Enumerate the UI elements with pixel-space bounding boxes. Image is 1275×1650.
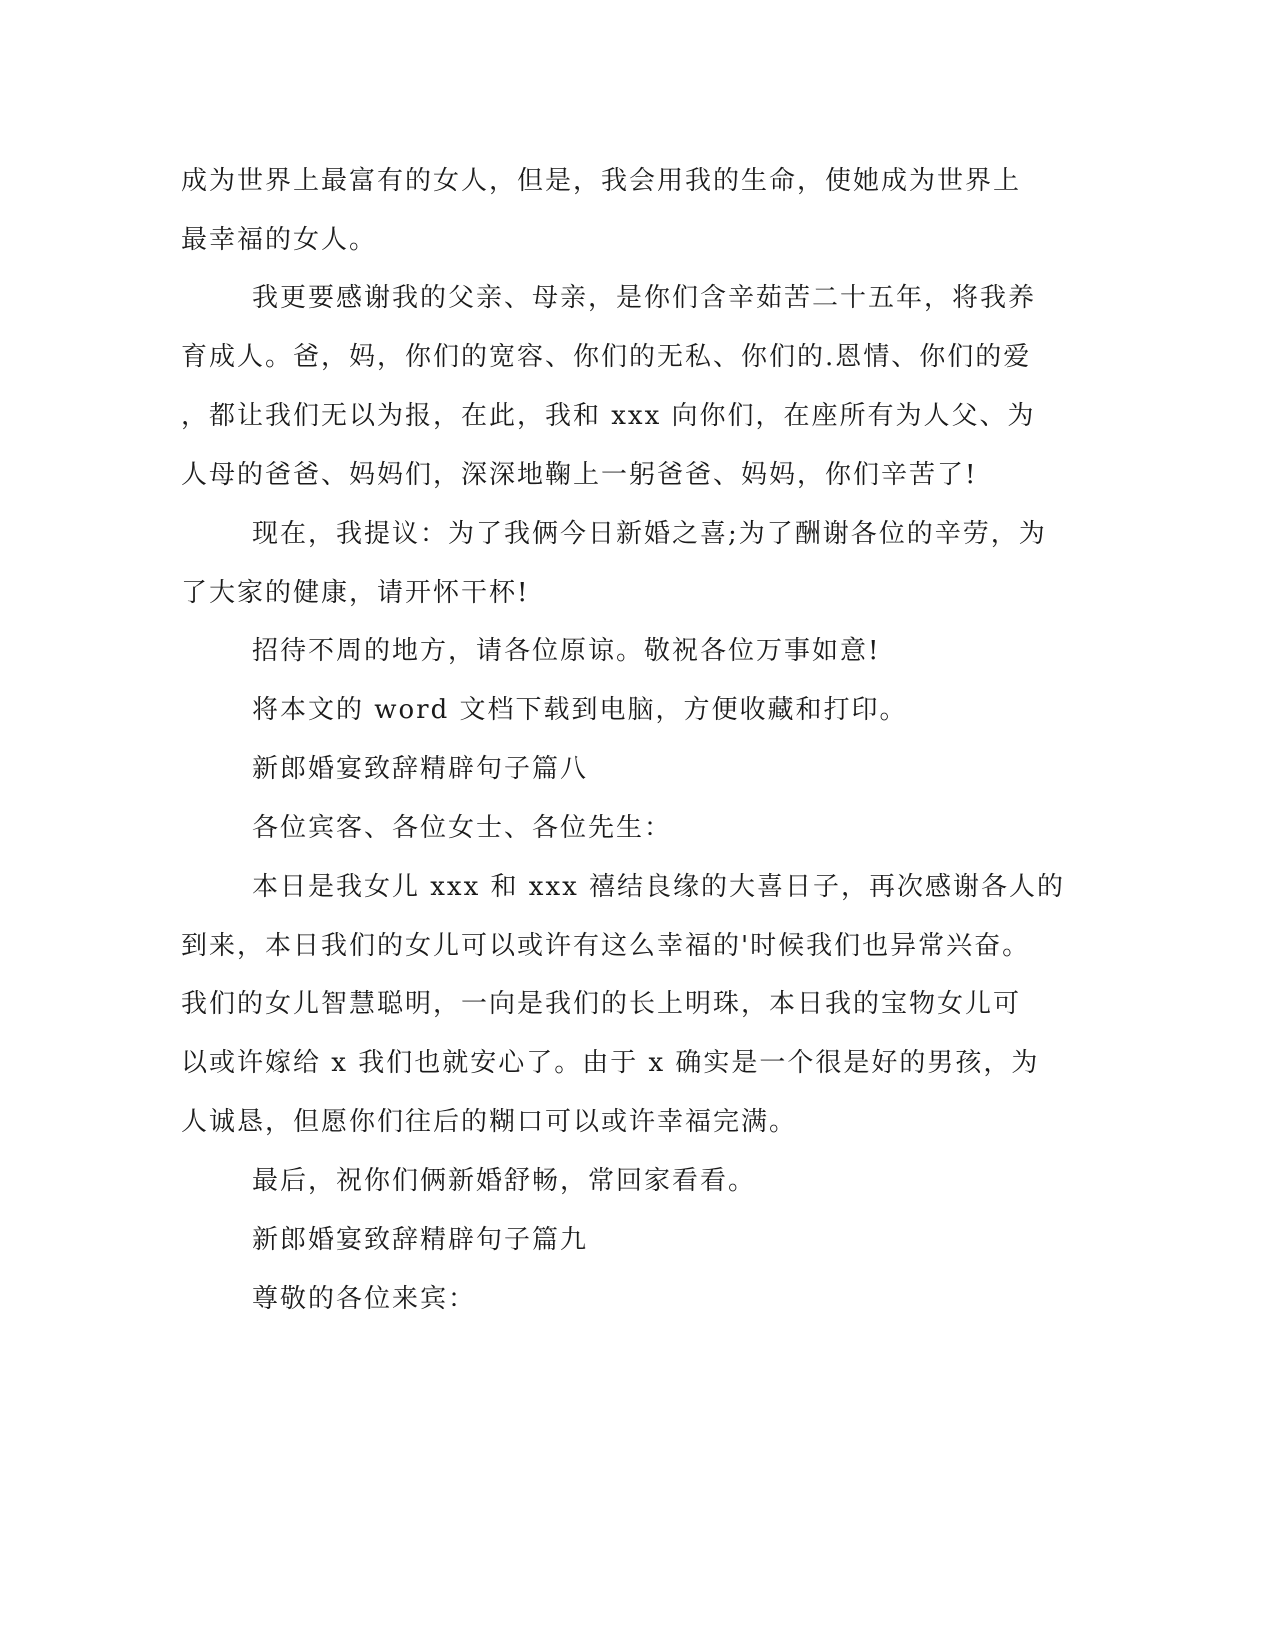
- text-line: 现在，我提议：为了我俩今日新婚之喜;为了酬谢各位的辛劳，为: [252, 519, 1047, 549]
- text-line: ，都让我们无以为报，在此，我和 xxx 向你们，在座所有为人父、为: [181, 401, 1036, 431]
- text-line: 最后，祝你们俩新婚舒畅，常回家看看。: [252, 1166, 757, 1196]
- text-line: 尊敬的各位来宾：: [252, 1284, 477, 1314]
- text-line: 人诚恳，但愿你们往后的糊口可以或许幸福完满。: [181, 1107, 798, 1137]
- text-line: 最幸福的女人。: [181, 225, 378, 255]
- text-line: 我们的女儿智慧聪明，一向是我们的长上明珠，本日我的宝物女儿可: [181, 989, 1022, 1019]
- section-heading: 新郎婚宴致辞精辟句子篇八: [252, 754, 589, 784]
- text-line: 本日是我女儿 xxx 和 xxx 禧结良缘的大喜日子，再次感谢各人的: [252, 872, 1066, 902]
- text-line: 各位宾客、各位女士、各位先生：: [252, 813, 673, 843]
- section-heading: 新郎婚宴致辞精辟句子篇九: [252, 1225, 589, 1255]
- text-line: 人母的爸爸、妈妈们，深深地鞠上一躬爸爸、妈妈，你们辛苦了!: [181, 460, 978, 490]
- text-line: 育成人。爸，妈，你们的宽容、你们的无私、你们的.恩情、你们的爱: [181, 342, 1032, 372]
- text-line: 我更要感谢我的父亲、母亲，是你们含辛茹苦二十五年，将我养: [252, 283, 1037, 313]
- text-line: 到来，本日我们的女儿可以或许有这么幸福的'时候我们也异常兴奋。: [181, 931, 1031, 961]
- text-line: 招待不周的地方，请各位原谅。敬祝各位万事如意!: [252, 636, 881, 666]
- text-line: 成为世界上最富有的女人，但是，我会用我的生命，使她成为世界上: [181, 166, 1022, 196]
- text-line: 以或许嫁给 x 我们也就安心了。由于 x 确实是一个很是好的男孩，为: [181, 1048, 1040, 1078]
- text-line: 将本文的 word 文档下载到电脑，方便收藏和打印。: [252, 695, 908, 725]
- text-line: 了大家的健康，请开怀干杯!: [181, 578, 530, 608]
